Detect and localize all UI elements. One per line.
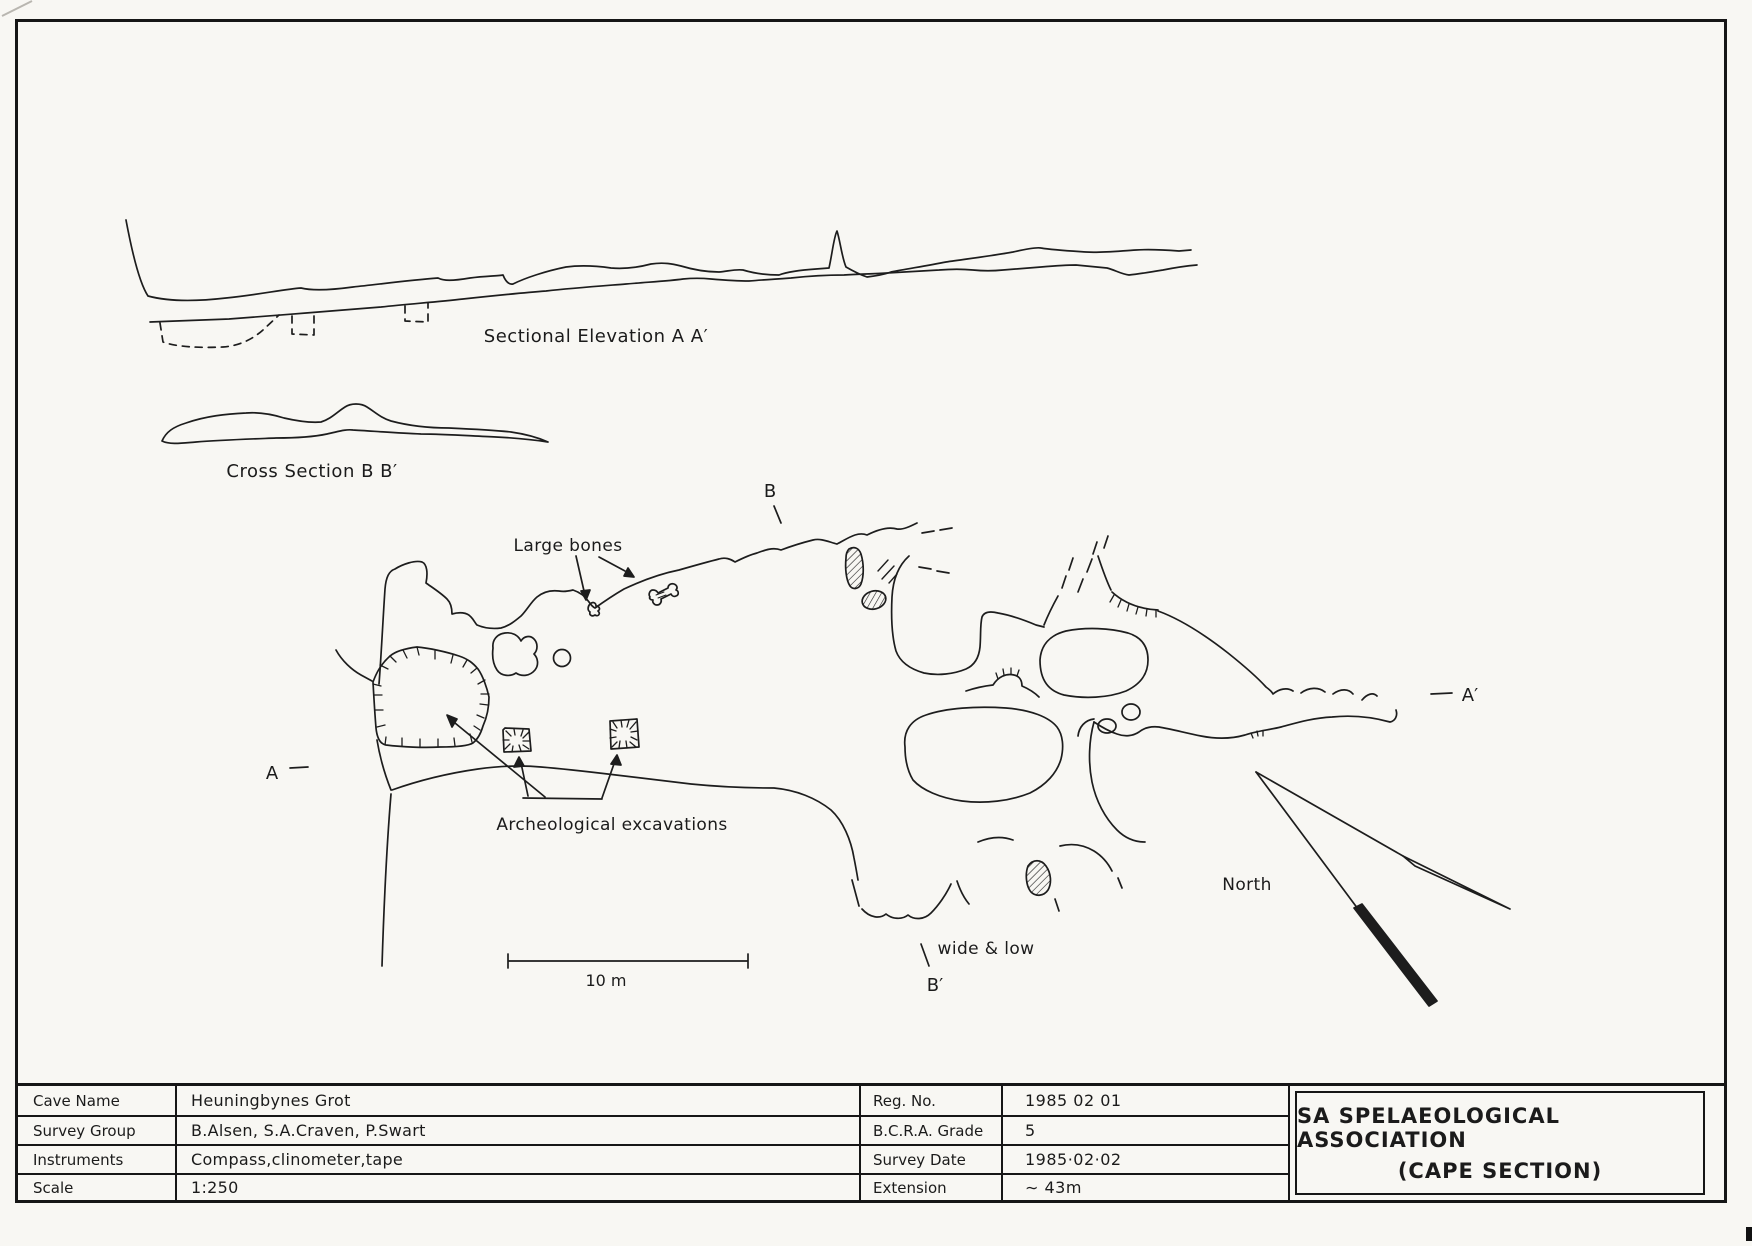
table-label: Survey Date: [859, 1144, 1001, 1173]
table-value: B.Alsen, S.A.Craven, P.Swart: [175, 1115, 859, 1144]
scan-edge-mark: [1746, 1227, 1752, 1241]
large-bones-label: Large bones: [513, 536, 623, 556]
association-subtitle: (CAPE SECTION): [1397, 1158, 1603, 1183]
elevation-ceiling-line: [126, 220, 1191, 300]
excavations-label: Archeological excavations: [496, 815, 728, 835]
marker-a: A: [265, 763, 279, 784]
table-value: Heuningbynes Grot: [175, 1086, 859, 1115]
bones-drawing: [588, 584, 678, 616]
section-b-tick: [774, 506, 781, 523]
small-excavation-pit-left: [503, 728, 531, 752]
north-label: North: [1222, 875, 1272, 895]
wide-low-label: wide & low: [937, 939, 1035, 959]
north-arrow: [1256, 772, 1510, 1006]
table-value: 5: [1001, 1115, 1288, 1144]
scale-label: 10 m: [585, 971, 627, 990]
excavation-arrows: [447, 715, 621, 799]
table-label: Extension: [859, 1173, 1001, 1200]
elevation-floor-line: [150, 265, 1197, 322]
scale-bar: [508, 954, 748, 968]
table-label: Reg. No.: [859, 1086, 1001, 1115]
section-a-prime-dash: [1431, 693, 1452, 694]
survey-data-table: [15, 1083, 1727, 1203]
marker-b-prime: B′: [926, 975, 944, 996]
table-label: Scale: [18, 1173, 175, 1200]
table-value: 1985·02·02: [1001, 1144, 1288, 1173]
table-value: Compass,clinometer,tape: [175, 1144, 859, 1173]
elevation-label: Sectional Elevation A A′: [483, 326, 709, 347]
title-block: [1288, 1086, 1724, 1200]
cross-section-label: Cross Section B B′: [226, 461, 398, 482]
table-value: 1985 02 01: [1001, 1086, 1288, 1115]
table-label: B.C.R.A. Grade: [859, 1115, 1001, 1144]
table-value: 1:250: [175, 1173, 859, 1200]
marker-a-prime: A′: [1461, 685, 1479, 706]
elevation-excavation-pits-dashed: [160, 303, 428, 347]
section-b-prime-tick: [921, 944, 929, 966]
small-excavation-pit-right: [610, 719, 639, 749]
table-label: Instruments: [18, 1144, 175, 1173]
marker-b: B: [763, 481, 777, 502]
association-title: SA SPELAEOLOGICAL ASSOCIATION: [1297, 1103, 1560, 1152]
table-label: Cave Name: [33, 1091, 120, 1110]
cross-section-drawing: [162, 404, 548, 443]
big-excavation-pit: [373, 647, 489, 747]
table-value: ∼ 43m: [1001, 1173, 1288, 1200]
section-a-dash: [290, 767, 308, 768]
large-bones-arrows: [576, 556, 634, 600]
plan-view-drawing: [290, 506, 1510, 1006]
table-label: Survey Group: [18, 1115, 175, 1144]
scan-scratch: [2, 1, 32, 16]
